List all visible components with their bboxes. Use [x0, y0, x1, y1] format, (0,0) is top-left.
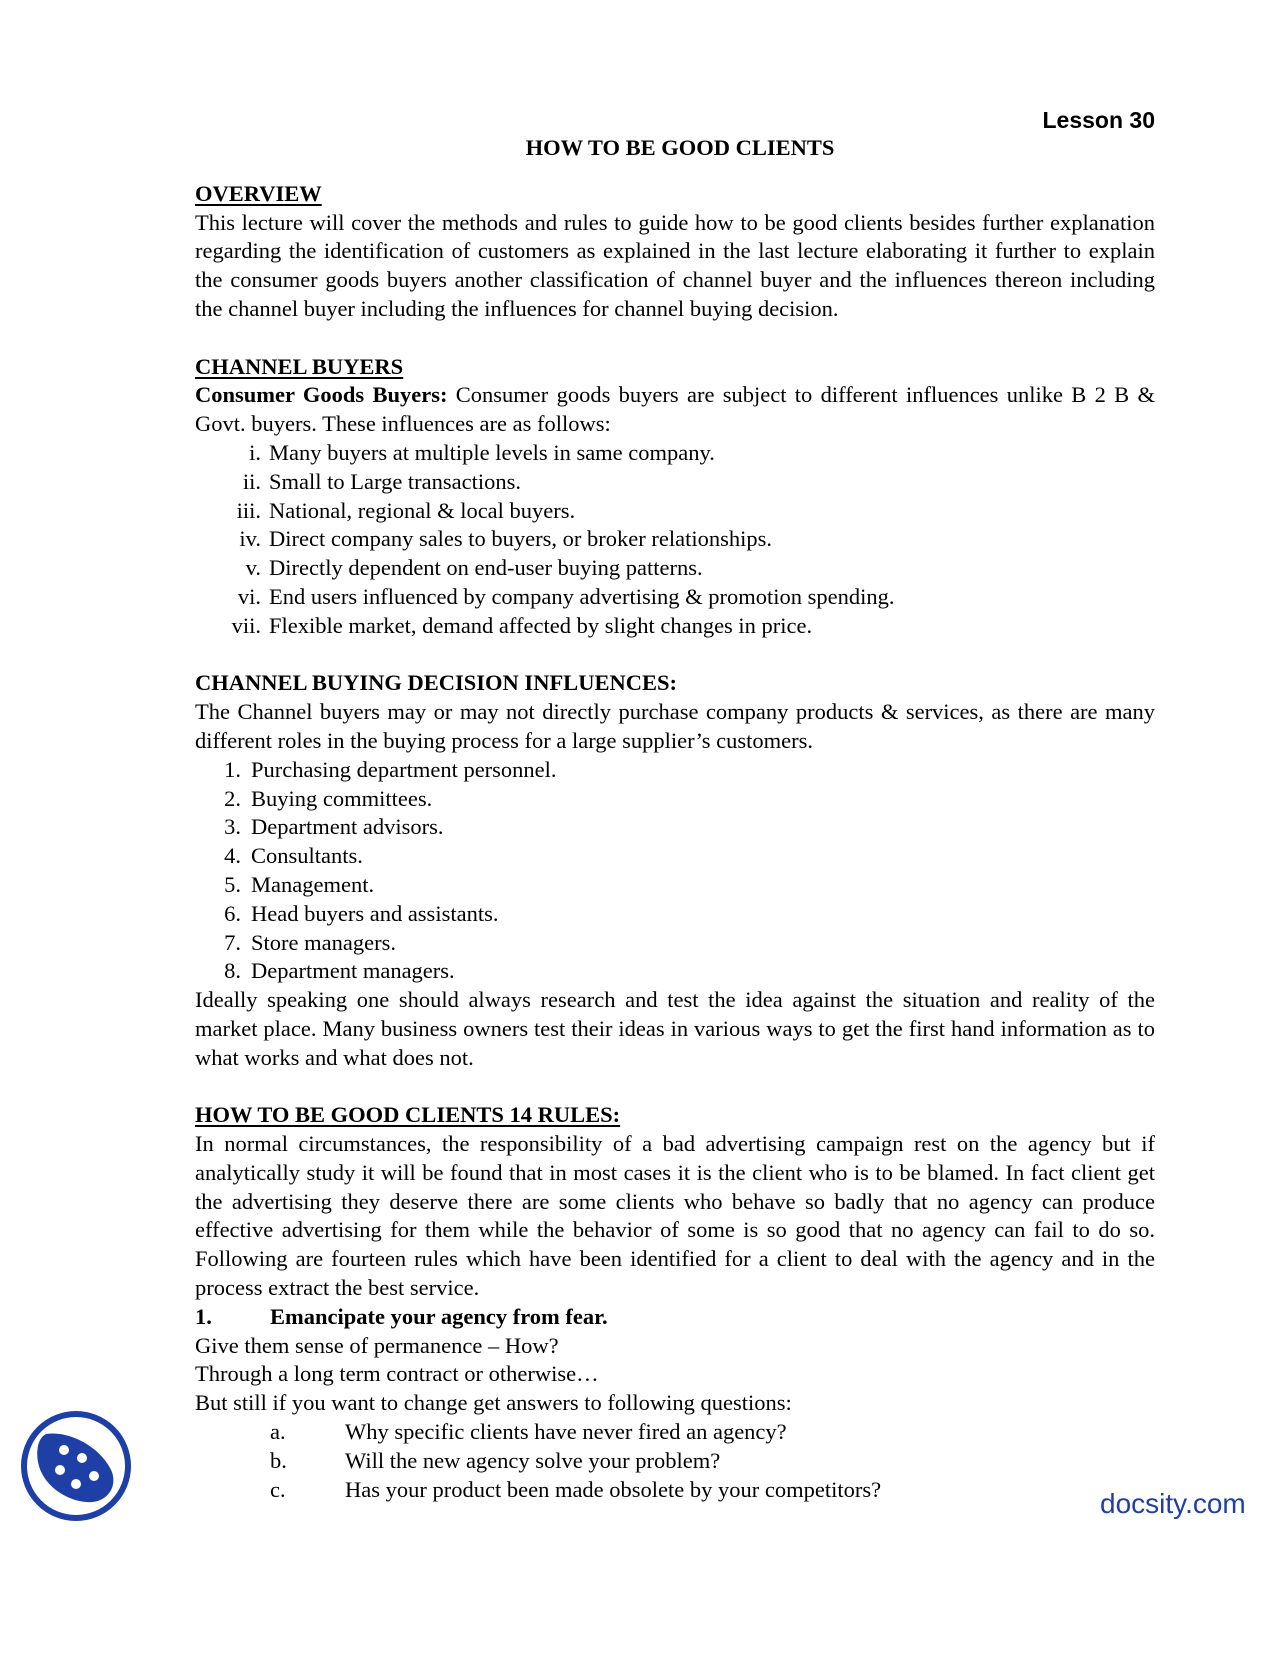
- channel-buyers-heading: CHANNEL BUYERS: [195, 353, 404, 379]
- rule-1-line-1: Give them sense of permanence – How?: [195, 1332, 559, 1358]
- overview-heading: OVERVIEW: [195, 180, 322, 206]
- list-item: 4. Consultants.: [224, 843, 363, 869]
- list-item: b. Will the new agency solve your problem?: [270, 1447, 721, 1473]
- list-item: iv. Direct company sales to buyers, or broker relationships.: [239, 526, 772, 552]
- decision-influences-outro: Ideally speaking one should always research and test the idea against the situation and reality of the market place. Many business owners test their ideas in various ways to get the first hand information as to what works and what does not.: [195, 987, 1155, 1070]
- roles-list: [195, 756, 1155, 986]
- list-item: 1. Purchasing department personnel.: [224, 756, 557, 782]
- rules-heading: HOW TO BE GOOD CLIENTS 14 RULES:: [195, 1102, 621, 1128]
- list-item: 5. Management.: [224, 871, 375, 897]
- list-item: iii. National, regional & local buyers.: [236, 497, 576, 523]
- list-item: 2. Buying committees.: [224, 785, 433, 811]
- consumer-goods-paragraph: [195, 381, 1155, 439]
- document-body: [195, 98, 1155, 1504]
- decision-influences-heading: CHANNEL BUYING DECISION INFLUENCES:: [195, 670, 677, 696]
- list-item: 3. Department advisors.: [224, 814, 444, 840]
- list-item: vi. End users influenced by company advertising & promotion spending.: [237, 583, 895, 609]
- consumer-goods-label: Consumer Goods Buyers:: [195, 382, 448, 408]
- questions-list: [195, 1418, 1155, 1504]
- list-item: 8. Department managers.: [224, 958, 455, 984]
- list-item: 7. Store managers.: [224, 929, 396, 955]
- page-title: HOW TO BE GOOD CLIENTS: [525, 135, 835, 160]
- list-item: vii. Flexible market, demand affected by slight changes in price.: [231, 612, 813, 638]
- overview-paragraph: This lecture will cover the methods and rules to guide how to be good clients besides further explanation regarding the identification of customers as explained in the last lecture elaborating it further to explain the consumer goods buyers another classification of channel buyer and the influences thereon including the channel buyer including the influences for channel buying decision.: [195, 209, 1155, 321]
- docsity-logo-icon[interactable]: [20, 1410, 132, 1522]
- list-item: 6. Head buyers and assistants.: [224, 900, 499, 926]
- rule-1-title: Emancipate your agency from fear.: [270, 1303, 608, 1329]
- list-item: c. Has your product been made obsolete by your competitors?: [270, 1476, 882, 1502]
- rules-intro: In normal circumstances, the responsibility of a bad advertising campaign rest on the agency but if analytically study it will be found that in most cases it is the client who is to be blamed. In fact client get the advertising they deserve there are some clients who behave so badly that no agency can produce effective advertising for them while the behavior of some is so good that no agency can fail to do so. Following are fourteen rules which have been identified for a client to deal with the agency and in the process extract the best service.: [195, 1131, 1155, 1301]
- list-item: i. Many buyers at multiple levels in same company.: [249, 439, 715, 465]
- rule-1-line-3: But still if you want to change get answers to following questions:: [195, 1390, 792, 1416]
- list-item: a. Why specific clients have never fired an agency?: [270, 1419, 787, 1445]
- decision-influences-intro: The Channel buyers may or may not directly purchase company products & services, as there are many different roles in the buying process for a large supplier’s customers.: [195, 699, 1155, 753]
- rule-1: [195, 1303, 1155, 1332]
- rule-1-line-2: Through a long term contract or otherwise…: [195, 1361, 599, 1387]
- list-item: ii. Small to Large transactions.: [242, 468, 522, 494]
- rule-1-number: 1.: [195, 1303, 212, 1329]
- docsity-brand-link[interactable]: docsity.com: [1100, 1488, 1246, 1519]
- list-item: v. Directly dependent on end-user buying patterns.: [245, 555, 703, 581]
- lesson-number: Lesson 30: [1042, 107, 1155, 133]
- buyer-influences-list: [195, 439, 1155, 641]
- consumer-goods-text: Consumer goods buyers are subject to different influences unlike B 2 B & Govt. buyers. These influences are as follows:: [195, 382, 1155, 437]
